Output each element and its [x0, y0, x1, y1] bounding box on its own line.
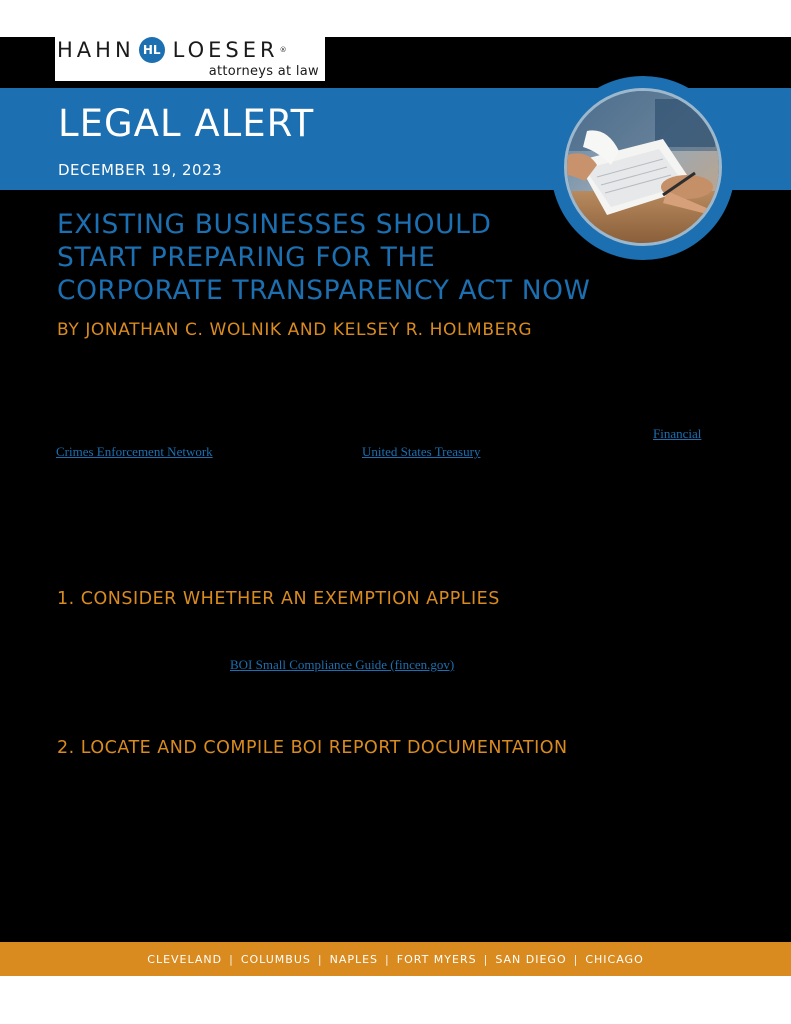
city-columbus: COLUMBUS [240, 952, 311, 966]
logo-right-word: LOESER [172, 38, 279, 62]
city-naples: NAPLES [329, 952, 379, 966]
logo-left-word: HAHN [57, 38, 135, 62]
banner-title: LEGAL ALERT [58, 102, 315, 145]
separator: | [317, 952, 323, 966]
city-chicago: CHICAGO [585, 952, 644, 966]
separator: | [573, 952, 579, 966]
headline-line: START PREPARING FOR THE [57, 242, 436, 273]
city-fort-myers: FORT MYERS [396, 952, 477, 966]
hahn-loeser-logo [55, 37, 325, 81]
headline-line: EXISTING BUSINESSES SHOULD [57, 209, 492, 240]
logo-tagline: attorneys at law [208, 64, 319, 79]
article-headline [57, 208, 737, 307]
section-heading-documentation: 2. LOCATE AND COMPILE BOI REPORT DOCUMENTATION [57, 738, 568, 758]
logo-wordmark [55, 39, 325, 61]
section-heading-exemption: 1. CONSIDER WHETHER AN EXEMPTION APPLIES [57, 589, 500, 609]
separator: | [229, 952, 234, 966]
boi-guide-link[interactable]: BOI Small Compliance Guide (fincen.gov) [230, 657, 455, 672]
financial-link[interactable]: Financial [653, 426, 702, 441]
city-san-diego: SAN DIEGO [495, 952, 567, 966]
city-cleveland: CLEVELAND [147, 952, 223, 966]
treasury-link[interactable]: United States Treasury [362, 444, 481, 459]
office-locations-footer [0, 942, 791, 976]
logo-monogram: HL [139, 37, 165, 63]
separator: | [483, 952, 489, 966]
article-byline: BY JONATHAN C. WOLNIK AND KELSEY R. HOLMBERG [57, 320, 533, 340]
registered-mark: ® [279, 46, 287, 54]
separator: | [385, 952, 390, 966]
alert-date: DECEMBER 19, 2023 [58, 161, 223, 179]
fincen-link[interactable]: Crimes Enforcement Network [56, 444, 213, 459]
headline-line: CORPORATE TRANSPARENCY ACT NOW [57, 275, 591, 306]
